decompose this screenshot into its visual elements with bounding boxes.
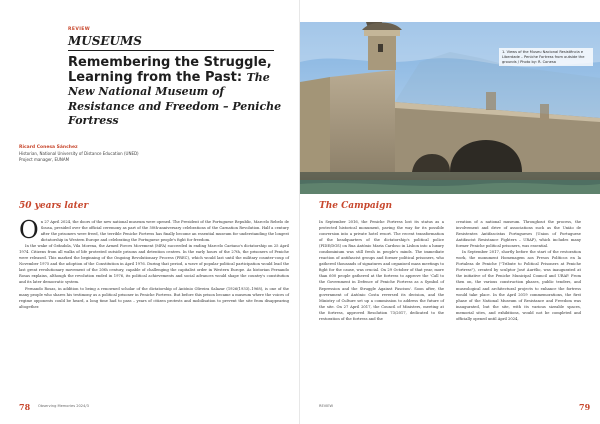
paragraph: In September 2016, the Peniche Fortress lost its status as a protected historical monument, paving the way for its possible conversion into a private hotel resort. The recent transformation of the headquarters of the dictatorship's political police (PIDE/DGS) on Rua António Maria Cardoso in Lisbon into a luxury condominium was still fresh in people's minds. The immediate reaction of antifascist groups and former political prisoners, who gathered thousands of signatures and organised mass meetings to fight for the cause, was crucial. On 29 October of that year, more than 600 people gathered at the fortress to approve the 'Call to the Government in Defence of Peniche Fortress as a Symbol of Repression and the Struggle Against Fascism'. Soon after, the government of António Costa reversed its decision, and the Ministry of Culture set up a commission to address the future of the site. On 27 April 2017, the Council of Ministers, meeting at the fortress, approved Resolution 73/2017, dedicated to the restoration of the fortress and the (319, 220, 444, 321)
affiliation-line: Project manager, EUNAM (19, 156, 70, 162)
author-affiliation (19, 151, 199, 162)
fortress-photo (300, 22, 600, 194)
section-title: MUSEUMS (68, 34, 142, 48)
section-heading: 50 years later (19, 201, 89, 211)
page-number: 78 (19, 402, 31, 412)
page-number: 79 (579, 402, 591, 412)
article-title (68, 56, 293, 129)
body-text-column-2 (456, 219, 581, 322)
drop-cap: O (19, 216, 39, 244)
affiliation-line: Historian, National University of Distance Education (UNED) (19, 151, 139, 156)
author-name: Ricard Conesa Sánchez (19, 145, 78, 150)
photo-caption: 1. Views of the Museu Nacional Resistência e Liberdade – Peniche Fortress from outside the grounds / Photo by: R. Conesa (499, 48, 593, 66)
right-page (300, 0, 600, 424)
body-text (19, 216, 289, 310)
section-kicker: REVIEW (68, 27, 91, 32)
article-title-main: Remembering the Struggle, Learning from the Past: (68, 55, 272, 85)
body-text-column-1 (319, 219, 444, 322)
paragraph: n 27 April 2024, the doors of the new national museum were opened. The President of the Portuguese Republic, Marcelo Rebelo de Sousa, presided over the official ceremony as part of the 50th-anniversary celebrations of the Carnation Revolution. Half a century after the prisoners were freed, the terrible Peniche Fortress has finally become an essential museum for understanding the longest dictatorship in Western Europe and celebrating the Portuguese people's fight for freedom. (40, 220, 289, 243)
paragraph: In the wake of Grândola, Vila Morena, the Armed Forces Movement (MFA) succeeded in ending Marcelo Caetano's dictatorship on 25 April 1974. Citizens from all walks of life protested outside prisons and detention centres. In the early hours of the 27th, the prisoners of Peniche were released. This marked the beginning of the Ongoing Revolutionary Process (PREC), which would last until the military counter-coup of November 1975 and the adoption of the Constitution in April 1976. During that period, a wave of popular political participation would lead the last great revolutionary movement of the 20th century, capable of challenging the capitalist order in Western Europe. As historian Fernando Rosas explains, although the revolution ended in 1976, its political achievements and social advances would shape the country's constitution and its later democratic system. (19, 244, 289, 285)
paragraph: In September 2017, shortly before the start of the restoration work, the monument Homenagem aos Presos Políticos en la Fortaleza de Peniche ("Tribute to Political Prisoners at Peniche Fortress"), created by sculptor José Aurélio, was inaugurated at the initiative of the Peniche Municipal Council and URAP. From then on, the various construction phases, public tenders, and museological and architectural projects to enhance the fortress would take place. In the April 2019 commemorations, the first phase of the National Museum of Resistance and Freedom was inaugurated, but the site, with its various sizeable spaces, memorial sites, and exhibitions, would not be completed and officially opened until April 2024, (456, 250, 581, 321)
paragraph: Fernando Rosas, in addition to being a renowned scholar of the dictatorship of António Oliveira Salazar (1926(1933)–1968), is one of the many people who shares his testimony as a political prisoner in Peniche Fortress. But before this prison became a museum where the voices of regime opponents could be heard, a long time had to pass – years of citizen protests and mobilisation to prevent the site from disappearing altogether. (19, 286, 289, 309)
section-heading: The Campaign (319, 201, 392, 211)
running-footer: REVIEW (319, 404, 334, 408)
running-footer: Observing Memories 2024/3 (38, 404, 89, 408)
paragraph: creation of a national museum. Throughout the process, the involvement and drive of associations such as the União de Resistentes Antifascistas Portugueses (Union of Portuguese Antifascist Resistance Fighters – URAP), which includes many former Peniche political prisoners, was essential. (456, 220, 581, 249)
article-title-subtitle: The New National Museum of Resistance and Freedom – Peniche Fortress (68, 70, 282, 127)
section-rule (68, 50, 274, 51)
